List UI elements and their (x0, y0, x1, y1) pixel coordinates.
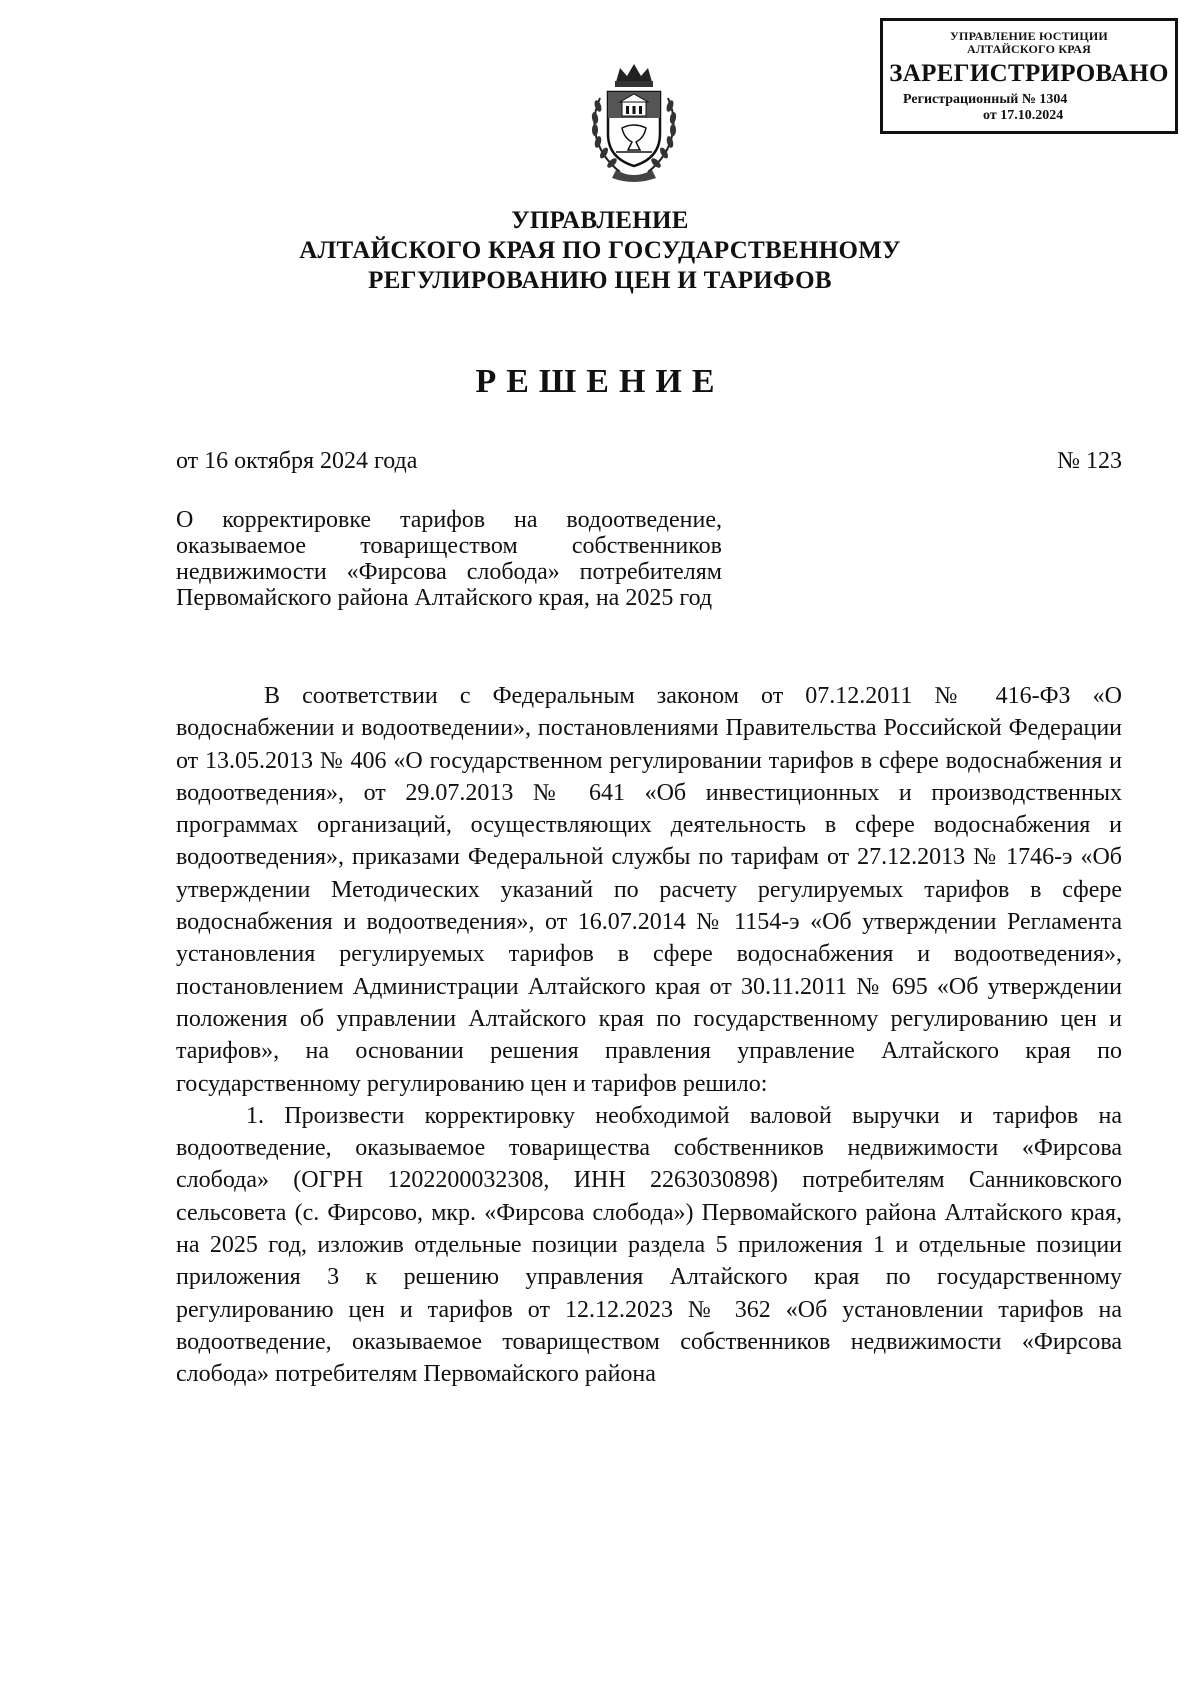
agency-line-2: АЛТАЙСКОГО КРАЯ ПО ГОСУДАРСТВЕННОМУ (299, 237, 901, 264)
altai-krai-coat-of-arms-icon (586, 60, 682, 182)
agency-line-3: РЕГУЛИРОВАНИЮ ЦЕН И ТАРИФОВ (368, 267, 832, 294)
stamp-reg-date: от 17.10.2024 (983, 108, 1064, 123)
preamble-paragraph: В соответствии с Федеральным законом от 07.12.2011 № 416-ФЗ «О водоснабжении и водоотведении», постановлениями Правительства Российской Федерации от 13.05.2013 № 406 «О государственном регулировании тарифов в сфере водоснабжения и водоотведения», от 29.07.2013 № 641 «Об инвестиционных и производственных программах организаций, осуществляющих деятельность в сфере водоснабжения и водоотведения», приказами Федеральной службы по тарифам от 27.12.2013 № 1746-э «Об утверждении Методических указаний по расчету регулируемых тарифов в сфере водоснабжения и водоотведения», от 16.07.2014 № 1154-э «Об утверждении Регламента установления регулируемых тарифов в сфере водоснабжения и водоотведения», постановлением Администрации Алтайского края от 30.11.2011 № 695 «Об утверждении положения об управлении Алтайского края по государственному регулированию цен и тарифов», на основании решения правления управление Алтайского края по государственному регулированию цен и тарифов решило: (176, 683, 1122, 1097)
registration-stamp (880, 18, 1178, 134)
agency-name (0, 206, 1200, 296)
stamp-org-line1: УПРАВЛЕНИЕ ЮСТИЦИИ (950, 29, 1108, 43)
stamp-status: ЗАРЕГИСТРИРОВАНО (889, 60, 1169, 87)
stamp-reg-number: Регистрационный № 1304 (903, 92, 1068, 107)
document-number: № 123 (1057, 448, 1122, 474)
document-date: от 16 октября 2024 года (176, 448, 418, 474)
document-subject: О корректировке тарифов на водоотведение, оказываемое товариществом собственников недвижимости «Фирсова слобода» потребителям Первомайского района Алтайского края, на 2025 год (176, 507, 722, 611)
stamp-org-line2: АЛТАЙСКОГО КРАЯ (967, 42, 1091, 56)
document-body (176, 680, 1122, 1391)
document-type-title: РЕШЕНИЕ (475, 363, 725, 400)
agency-line-1: УПРАВЛЕНИЕ (511, 207, 689, 234)
item-1-paragraph: 1. Произвести корректировку необходимой валовой выручки и тарифов на водоотведение, оказываемое товарищества собственников недвижимости «Фирсова слобода» (ОГРН 1202200032308, ИНН 2263030898) потребителям Санниковского сельсовета (с. Фирсово, мкр. «Фирсова слобода») Первомайского района Алтайского края, на 2025 год, изложив отдельные позиции раздела 5 приложения 1 и отдельные позиции приложения 3 к решению управления Алтайского края по государственному регулированию цен и тарифов от 12.12.2023 № 362 «Об установлении тарифов на водоотведение, оказываемое товариществом собственников недвижимости «Фирсова слобода» потребителям Первомайского района (176, 1102, 1122, 1388)
